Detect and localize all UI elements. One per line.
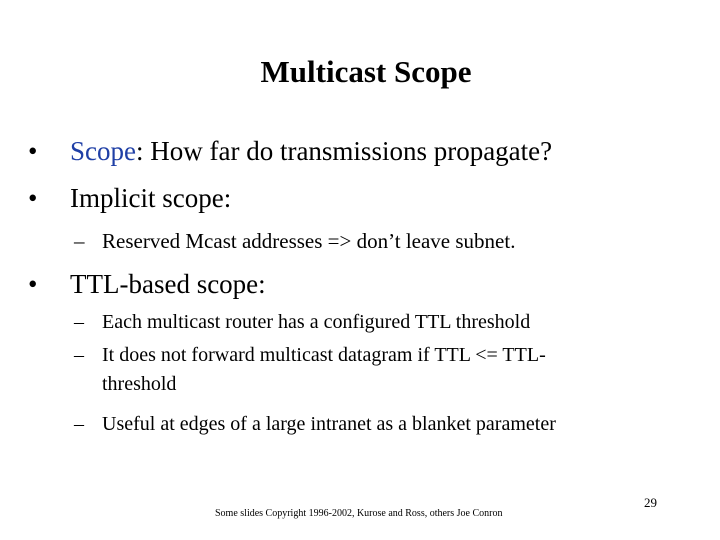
subitem-configured-threshold: [74, 310, 530, 335]
dash-glyph: –: [74, 344, 84, 366]
scope-term: Scope: [70, 136, 136, 166]
dash-glyph: –: [74, 413, 84, 435]
subitem-not-forward: [74, 343, 546, 368]
dash-glyph: –: [74, 311, 84, 333]
subitem-text: Useful at edges of a large intranet as a blanket parameter: [102, 413, 556, 435]
page-number: 29: [644, 495, 657, 510]
bullet-glyph: •: [28, 183, 38, 213]
ttl-scope-text: TTL-based scope:: [70, 269, 266, 299]
dash-glyph: –: [74, 229, 85, 253]
slide-title: Multicast Scope: [260, 54, 472, 89]
bullet-glyph: •: [28, 269, 38, 299]
bullet-scope: [28, 135, 552, 167]
bullet-glyph: •: [28, 136, 38, 166]
subitem-text: Reserved Mcast addresses => don’t leave subnet.: [102, 229, 516, 253]
implicit-scope-text: Implicit scope:: [70, 183, 232, 213]
subitem-text: It does not forward multicast datagram if TTL <= TTL-: [102, 344, 546, 366]
copyright-footer: Some slides Copyright 1996-2002, Kurose and Ross, others Joe Conron: [215, 508, 503, 519]
scope-text: : How far do transmissions propagate?: [135, 136, 553, 166]
subitem-reserved-mcast: [74, 228, 515, 254]
subitem-text: threshold: [102, 373, 177, 395]
subitem-useful-at-edges: [74, 412, 556, 437]
subitem-text: Each multicast router has a configured TTL threshold: [102, 311, 531, 333]
bullet-ttl-scope: [28, 268, 266, 300]
bullet-implicit-scope: [28, 182, 231, 214]
subitem-not-forward-continuation: [102, 372, 176, 397]
